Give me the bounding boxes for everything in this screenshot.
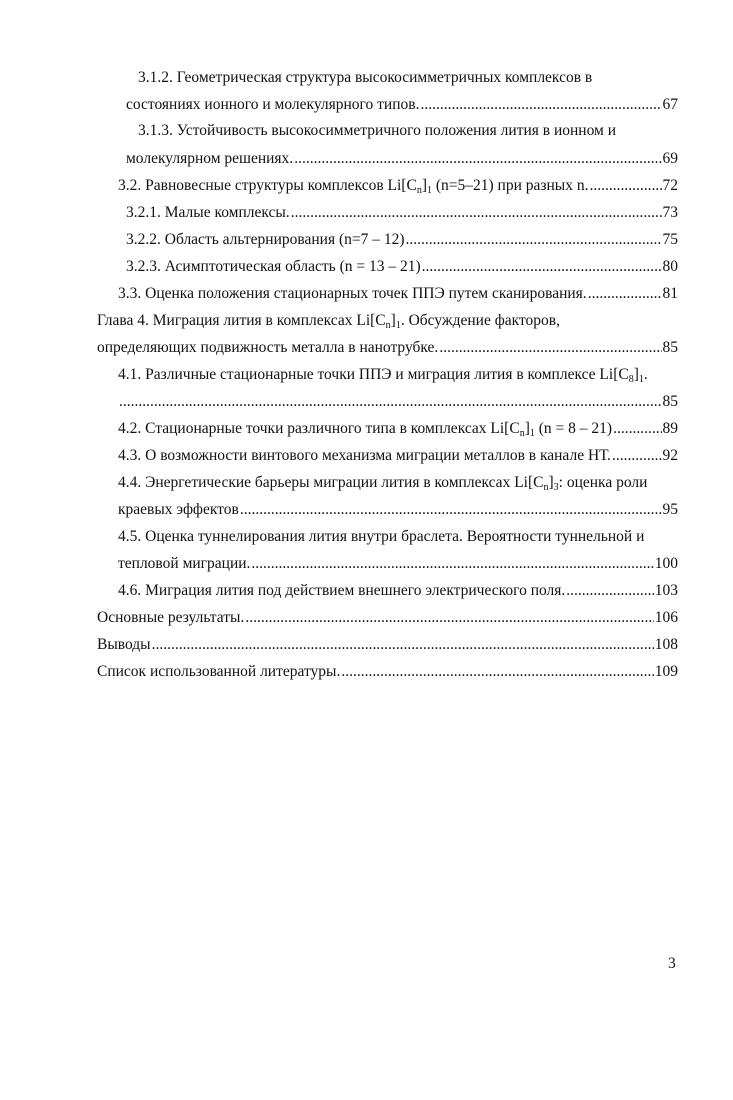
toc-main-results[interactable] [97,606,678,630]
page-ref: 85 [662,393,678,410]
page-ref: 85 [662,339,678,356]
dot-leader [422,255,662,279]
toc-entry-3-2-2[interactable] [126,228,678,252]
page-ref: 106 [654,609,678,626]
page-ref: 103 [654,582,678,599]
page-ref: 80 [662,258,678,275]
dot-leader [406,228,662,252]
toc-entry-4-1[interactable] [118,390,678,414]
toc-chapter-4-line2: определяющих подвижность металла в нанотрубке. [97,339,439,356]
toc-entry-title: 3.3. Оценка положения стационарных точек ППЭ путем сканирования. [118,285,587,302]
dot-leader [291,201,662,225]
dot-leader [439,336,661,360]
toc-entry-4-3[interactable] [118,444,678,468]
page-ref: 73 [662,204,678,221]
page-ref: 95 [662,501,678,518]
toc-entry-title: 3.2.1. Малые комплексы. [126,204,290,221]
page-ref: 72 [662,177,678,194]
toc-chapter-4-line1: Глава 4. Миграция лития в комплексах $Li[C_n]_1$. Обсуждение факторов, [97,312,560,331]
toc-entry-4-6[interactable] [118,579,678,603]
toc-entry-title: Выводы [97,636,151,653]
dot-leader [251,552,653,576]
dot-leader [341,660,653,684]
toc-entry-3-3[interactable] [118,282,678,306]
toc-entry-3-2-3[interactable] [126,255,678,279]
page-ref: 108 [654,636,678,653]
dot-leader [566,579,653,603]
dot-leader [245,606,653,630]
toc-entry-title: 4.3. О возможности винтового механизма миграции металлов в канале НТ. [118,447,611,464]
page-ref: 81 [662,285,678,302]
toc-entry-4-5-line1: 4.5. Оценка туннелирования лития внутри браслета. Вероятности туннельной и [118,528,645,545]
toc-entry-4-4-line1: 4.4. Энергетические барьеры миграции лития в комплексах $Li[C_n]_3$: оценка роли [118,474,648,493]
toc-entry-3-1-3[interactable] [126,147,678,171]
toc-chapter-4[interactable] [97,336,678,360]
toc-references[interactable] [97,660,678,684]
dot-leader [420,93,661,117]
toc-entry-4-4[interactable] [118,498,678,522]
dot-leader [294,147,661,171]
toc-entry-3-1-2-line2: состояниях ионного и молекулярного типов. [126,96,420,113]
dot-leader [119,390,662,414]
toc-entry-3-2-1[interactable] [126,201,678,225]
toc-entry-3-1-3-line1: 3.1.3. Устойчивость высокосимметричного положения лития в ионном и [138,122,617,139]
toc-conclusions[interactable] [97,633,678,657]
toc-entry-4-5-line2: тепловой миграции. [118,555,251,572]
toc-entry-title: Список использованной литературы. [97,663,341,680]
page-ref: 100 [654,555,678,572]
toc-entry-4-1-line1: 4.1. Различные стационарные точки ППЭ и миграция лития в комплексе $Li[C_8]_1$. [118,366,648,385]
dot-leader [152,633,654,657]
page-number: 3 [668,955,676,972]
page-ref: 69 [662,150,678,167]
toc-entry-3-1-2[interactable] [126,93,678,117]
dot-leader [588,282,662,306]
toc-entry-3-1-3-line2: молекулярном решениях. [126,150,294,167]
toc-entry-3-1-2-line1: 3.1.2. Геометрическая структура высокосимметричных комплексов в [138,69,593,86]
dot-leader [589,174,661,198]
page-ref: 89 [662,420,678,437]
toc-entry-title: 3.2. Равновесные структуры комплексов $Li[C_n]_1$ (n=5–21) при разных n. [118,177,589,196]
toc-entry-title: Основные результаты. [97,609,245,626]
page-ref: 109 [654,663,678,680]
toc-entry-3-2[interactable] [118,174,678,198]
toc-entry-4-4-line2: краевых эффектов [118,501,239,518]
dot-leader [612,444,662,468]
toc-entry-4-5[interactable] [118,552,678,576]
toc-entry-title: 3.2.3. Асимптотическая область (n = 13 – 21) [126,258,421,275]
page-ref: 67 [662,96,678,113]
toc-entry-title: 4.6. Миграция лития под действием внешнего электрического поля. [118,582,566,599]
toc-entry-title: 4.2. Стационарные точки различного типа в комплексах $Li[C_n]_1$ (n = 8 – 21) [118,420,613,439]
toc-entry-title: 3.2.2. Область альтернирования (n=7 – 12) [126,231,405,248]
dot-leader [240,498,662,522]
page-ref: 75 [662,231,678,248]
toc-entry-4-2[interactable] [118,417,678,441]
page-ref: 92 [662,447,678,464]
dot-leader [613,417,661,441]
